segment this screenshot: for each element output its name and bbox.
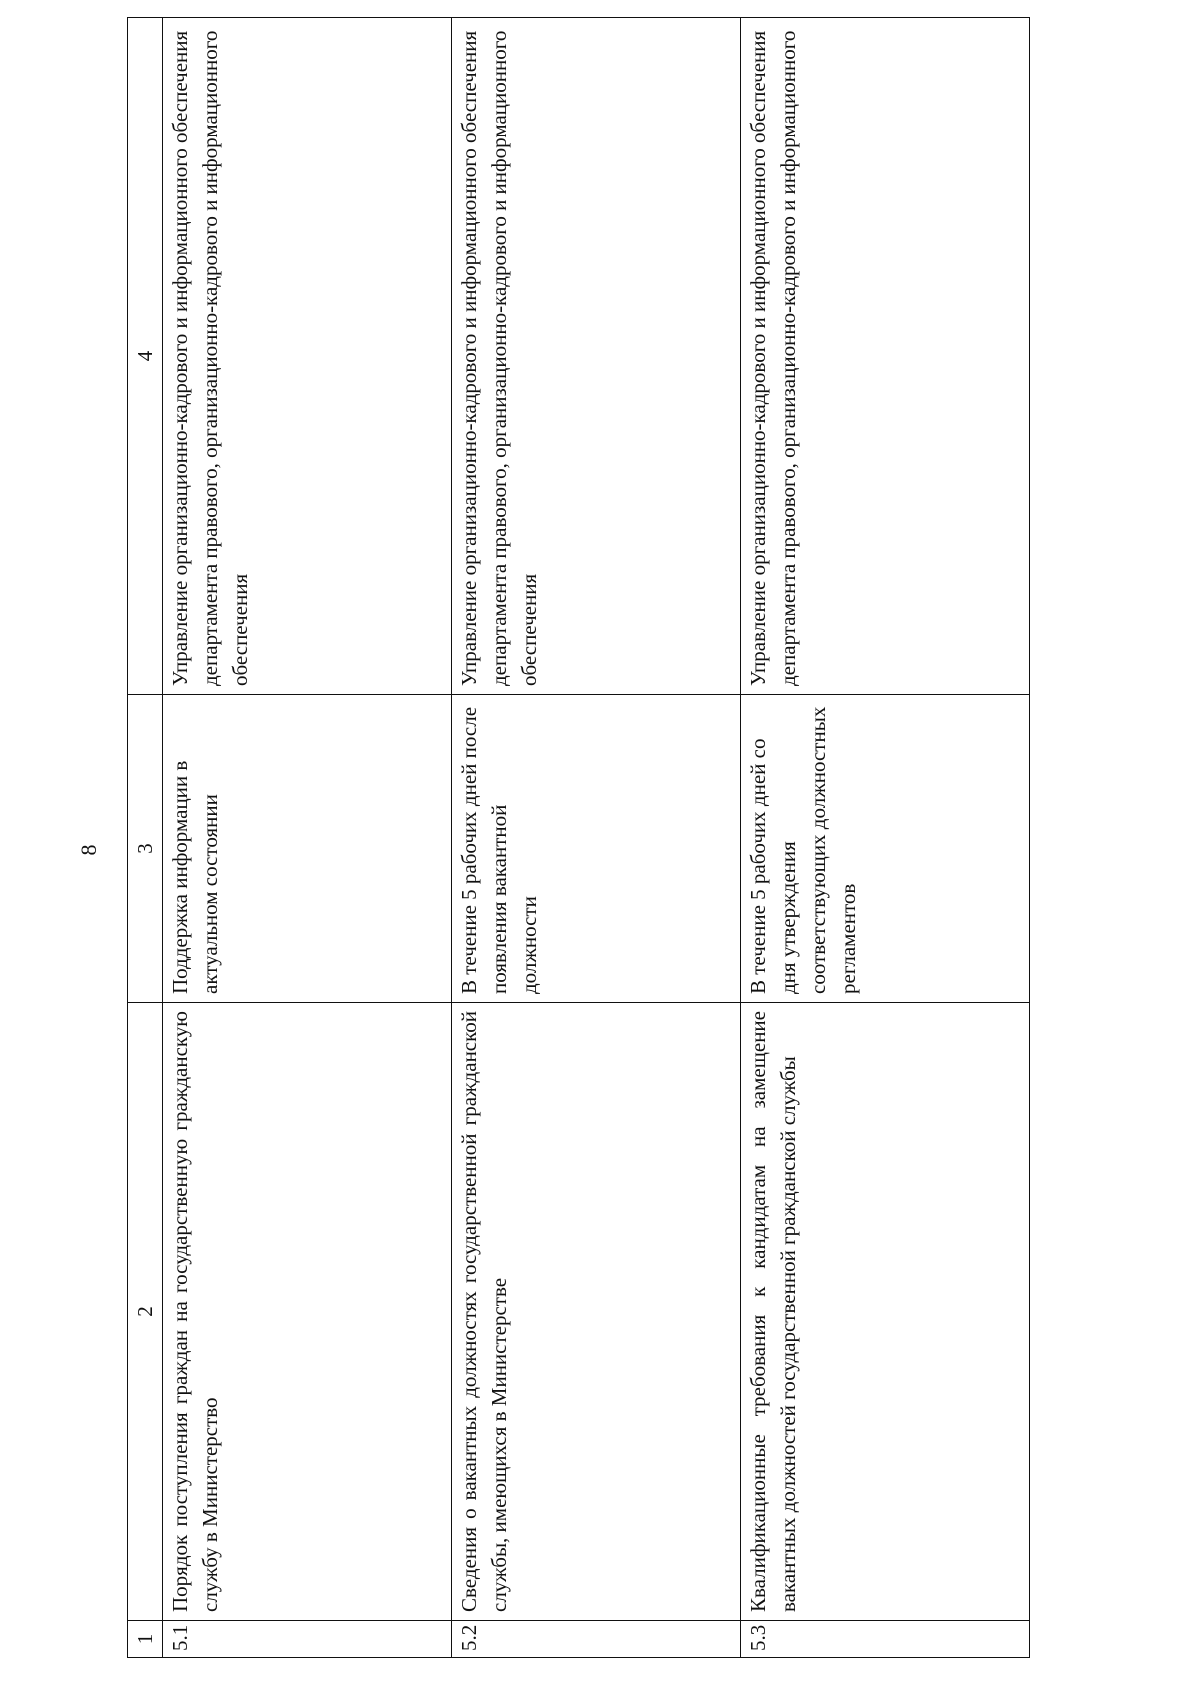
header-col-4: 4 — [128, 18, 163, 695]
header-col-1: 1 — [128, 1621, 163, 1658]
rotated-table-wrapper — [127, 18, 1115, 1658]
row-term: В течение 5 рабочих дней со дня утверждения соответствующих должностных регламентов — [741, 695, 1030, 1003]
table-row — [741, 18, 1030, 1658]
table-row — [452, 18, 741, 1658]
row-description: Порядок поступления граждан на государственную гражданскую службу в Министерство — [163, 1003, 452, 1621]
row-term: Поддержка информации в актуальном состоянии — [163, 695, 452, 1003]
row-term: В течение 5 рабочих дней после появления вакантной должности — [452, 695, 741, 1003]
header-col-2: 2 — [128, 1003, 163, 1621]
row-responsible: Управление организационно-кадрового и информационного обеспечения департамента правового, организационно-кадрового и информационного — [741, 18, 1030, 695]
row-responsible: Управление организационно-кадрового и информационного обеспечения департамента правового, организационно-кадрового и информационного обеспечения — [452, 18, 741, 695]
row-description: Квалификационные требования к кандидатам на замещение вакантных должностей государственной гражданской службы — [741, 1003, 1030, 1621]
info-table — [127, 17, 1030, 1658]
table-header-row — [128, 18, 163, 1658]
row-number: 5.1 — [163, 1621, 452, 1658]
row-responsible: Управление организационно-кадрового и информационного обеспечения департамента правового, организационно-кадрового и информационного обеспечения — [163, 18, 452, 695]
row-number: 5.2 — [452, 1621, 741, 1658]
row-number: 5.3 — [741, 1621, 1030, 1658]
header-col-3: 3 — [128, 695, 163, 1003]
row-description: Сведения о вакантных должностях государственной гражданской службы, имеющихся в Министерстве — [452, 1003, 741, 1621]
table-row — [163, 18, 452, 1658]
page-number: 8 — [76, 844, 101, 856]
table-container — [127, 18, 1115, 1658]
